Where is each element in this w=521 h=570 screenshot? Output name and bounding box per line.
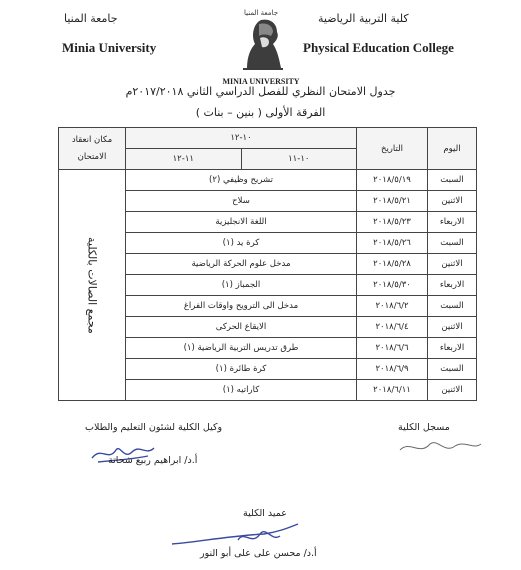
row-date: ٢٠١٨/٥/٢٣	[357, 212, 428, 233]
row-date: ٢٠١٨/٥/٣٠	[357, 275, 428, 296]
row-date: ٢٠١٨/٦/٦	[357, 338, 428, 359]
row-subject: كرة يد (١)	[126, 233, 357, 254]
college-name-en: Physical Education College	[303, 40, 454, 55]
row-day: الاربعاء	[428, 275, 477, 296]
row-date: ٢٠١٨/٥/١٩	[357, 170, 428, 191]
row-date: ٢٠١٨/٦/٢	[357, 296, 428, 317]
logo-arc-text: جامعة المنيا	[243, 9, 279, 17]
schedule-row	[59, 170, 477, 191]
nefertiti-emblem-icon	[207, 6, 315, 90]
logo-text: MINIA UNIVERSITY	[222, 77, 300, 86]
row-subject: مدخل علوم الحركة الرياضية	[126, 254, 357, 275]
row-day: السبت	[428, 233, 477, 254]
row-day: السبت	[428, 359, 477, 380]
exam-place-cell	[59, 170, 126, 401]
row-date: ٢٠١٨/٦/٩	[357, 359, 428, 380]
row-subject: مدخل الى الترويح واوقات الفراغ	[126, 296, 357, 317]
row-subject: الايقاع الحركى	[126, 317, 357, 338]
row-day: الاربعاء	[428, 212, 477, 233]
header-time-10-11: ١٠-١١	[241, 149, 356, 170]
row-subject: تشريح وظيفي (٢)	[126, 170, 357, 191]
exam-place-label: مجمع الصالات بالكلية	[85, 236, 99, 334]
dean-name: أ.د/ محسن على على أبو النور	[200, 548, 317, 559]
row-subject: الجمباز (١)	[126, 275, 357, 296]
row-subject: كرة طائرة (١)	[126, 359, 357, 380]
registrar-title: مسجل الكلية	[398, 422, 450, 433]
exam-schedule-title: جدول الامتحان النظري للفصل الدراسي الثاني ٢٠١٧/٢٠١٨م	[125, 85, 396, 98]
university-name-ar: جامعة المنيا	[64, 12, 118, 25]
header-time-main: ١٠-١٢	[126, 128, 357, 149]
row-date: ٢٠١٨/٥/٢٦	[357, 233, 428, 254]
header-date: التاريخ	[357, 128, 428, 170]
row-date: ٢٠١٨/٦/٤	[357, 317, 428, 338]
registrar-signature	[395, 436, 485, 462]
university-name-en: Minia University	[62, 40, 157, 55]
row-day: الاثنين	[428, 254, 477, 275]
header-place: مكان انعقاد الامتحان	[59, 128, 126, 170]
exam-schedule-table	[58, 127, 477, 401]
dean-title: عميد الكلية	[243, 508, 287, 519]
vice-dean-title: وكيل الكلية لشئون التعليم والطلاب	[85, 422, 223, 433]
row-subject: سلاح	[126, 191, 357, 212]
row-day: الاربعاء	[428, 338, 477, 359]
row-day: الاثنين	[428, 317, 477, 338]
exam-schedule-subtitle: الفرقة الأولى ( بنين – بنات )	[195, 106, 326, 119]
row-subject: اللغة الانجليزية	[126, 212, 357, 233]
row-date: ٢٠١٨/٦/١١	[357, 380, 428, 401]
row-date: ٢٠١٨/٥/٢١	[357, 191, 428, 212]
university-logo	[207, 6, 315, 90]
row-day: السبت	[428, 296, 477, 317]
vice-dean-name: أ.د/ ابراهيم ربيع شحاتة	[108, 455, 198, 466]
header-time-11-12: ١١-١٢	[126, 149, 242, 170]
row-day: السبت	[428, 170, 477, 191]
row-subject: طرق تدريس التربية الرياضية (١)	[126, 338, 357, 359]
college-name-ar: كلية التربية الرياضية	[318, 12, 409, 25]
row-subject: كاراتيه (١)	[126, 380, 357, 401]
row-day: الاثنين	[428, 191, 477, 212]
row-day: الاثنين	[428, 380, 477, 401]
row-date: ٢٠١٨/٥/٢٨	[357, 254, 428, 275]
header-day: اليوم	[428, 128, 477, 170]
